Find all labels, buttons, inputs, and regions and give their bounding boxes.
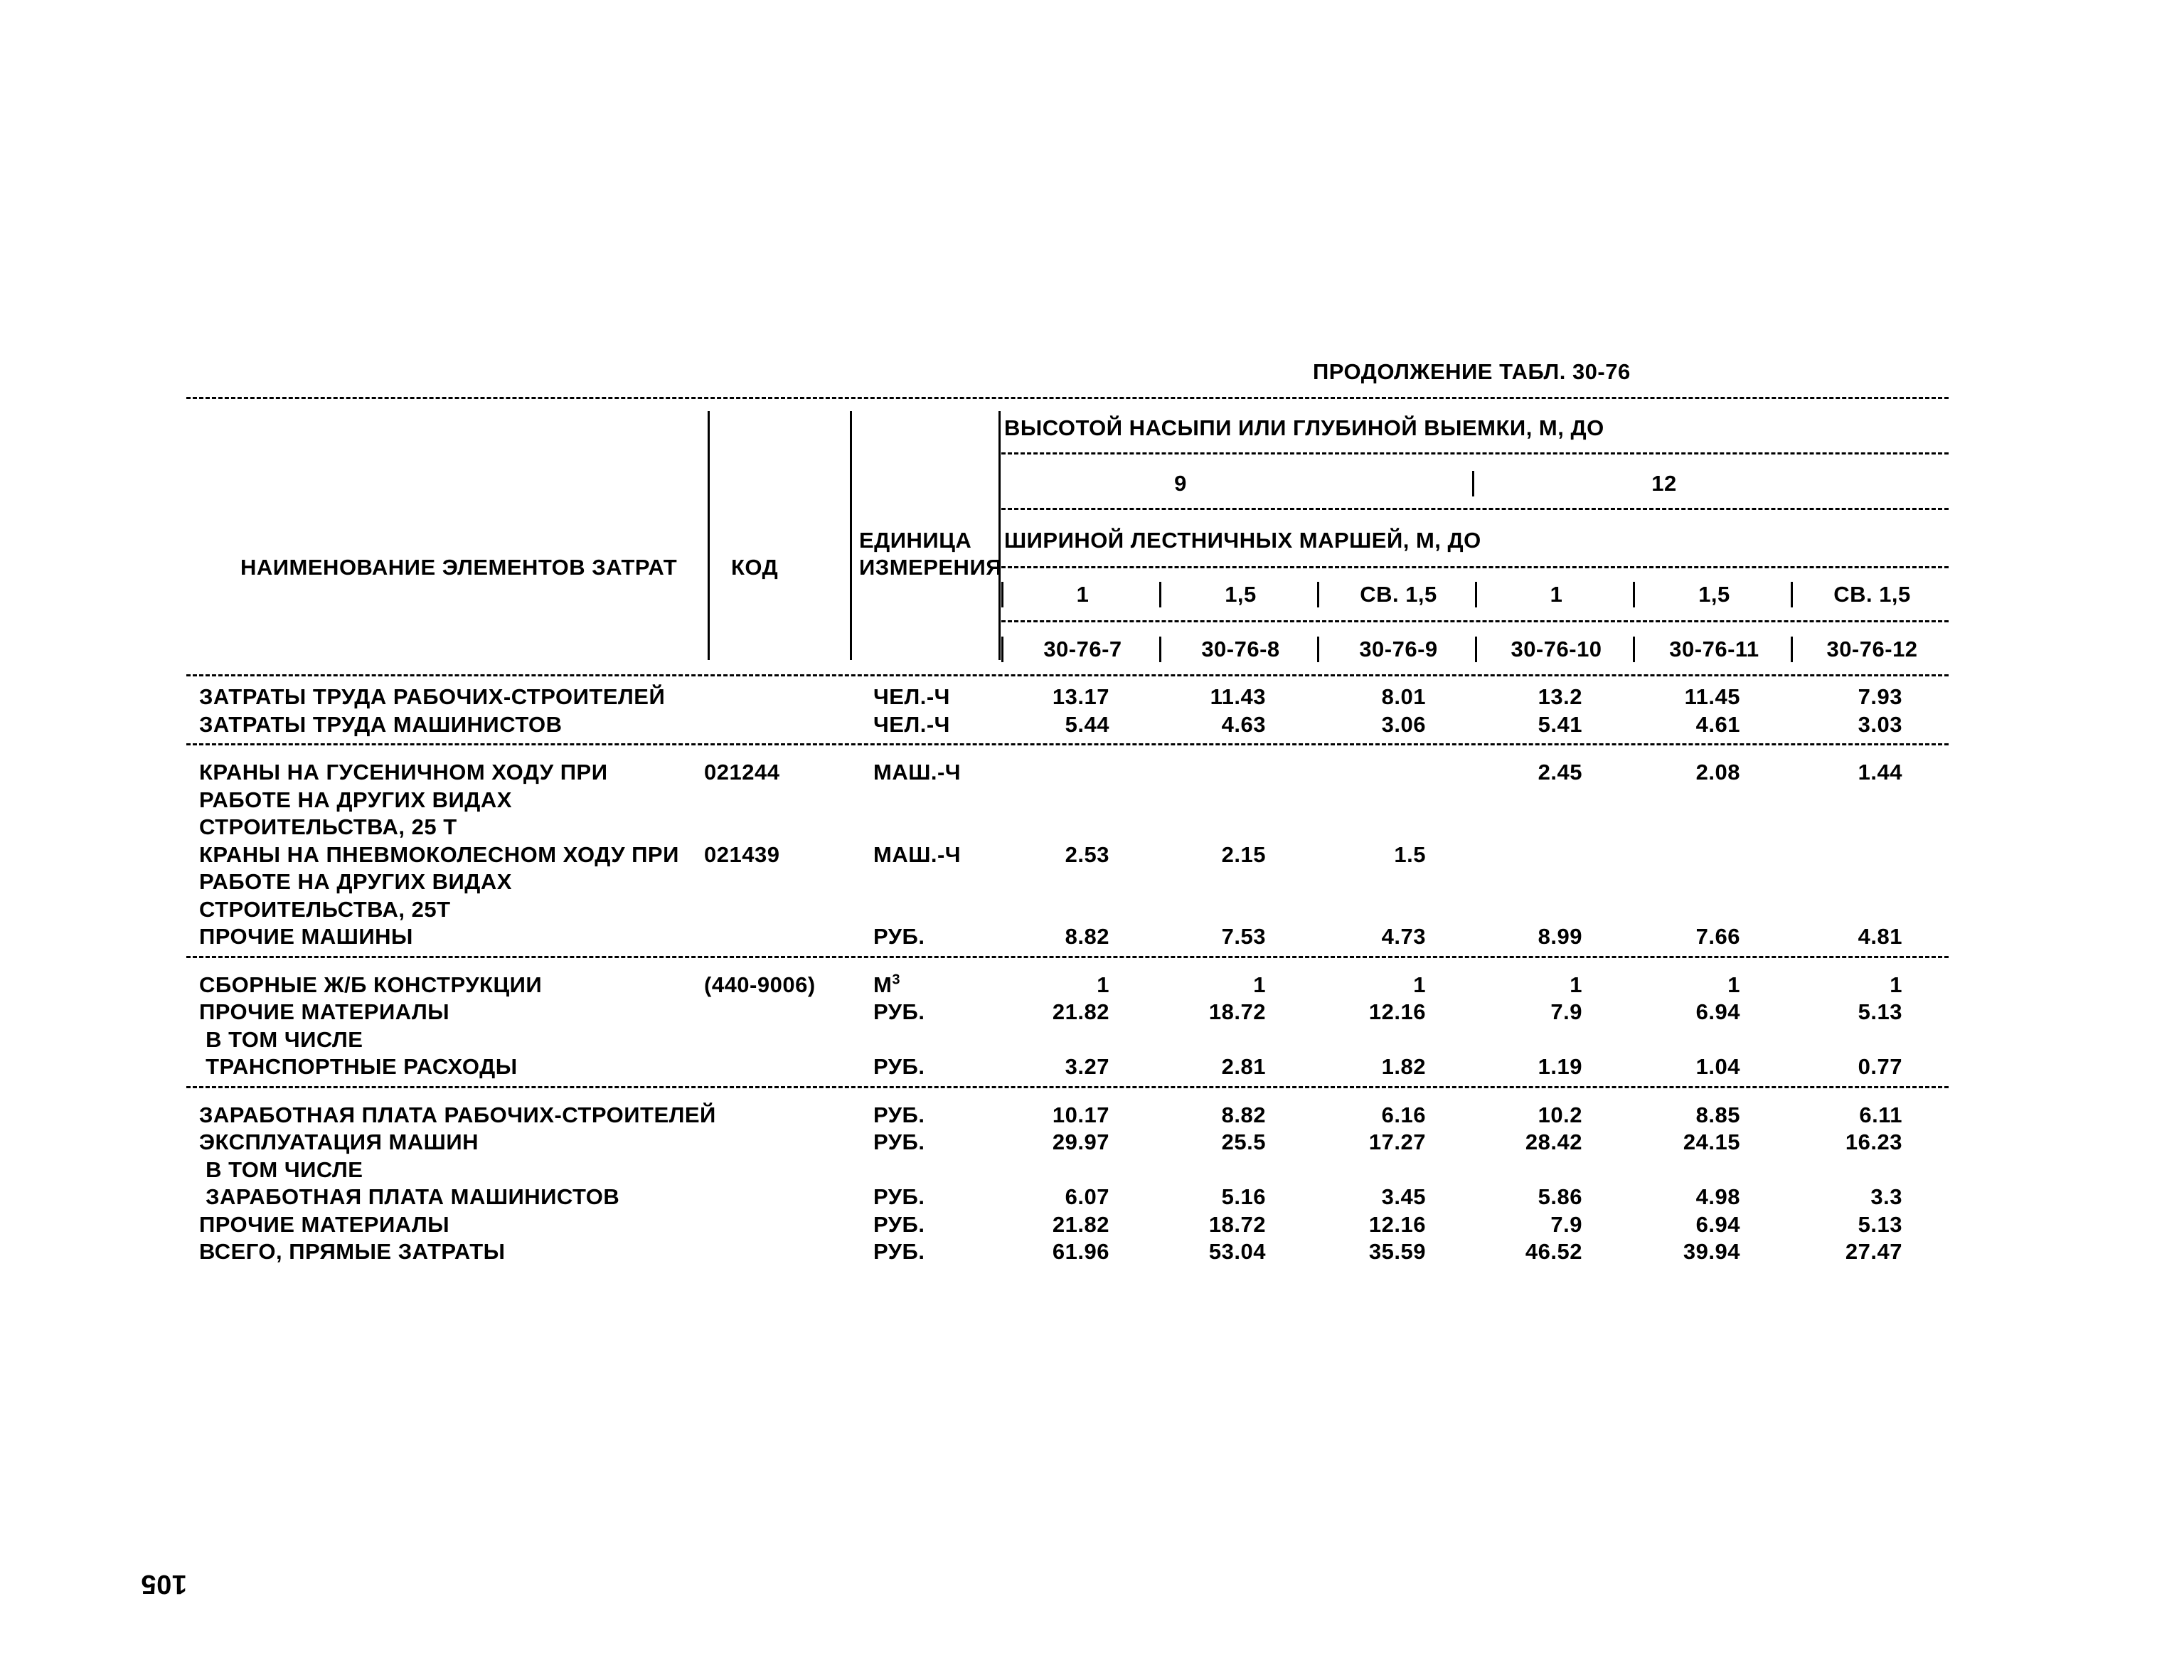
- width-value: 1,5: [1698, 582, 1730, 607]
- header-code-row: [0, 637, 2184, 662]
- continuation-title: ПРОДОЛЖЕНИЕ ТАБЛ. 30-76: [1313, 359, 1631, 384]
- cell-value: 1.82: [1381, 1054, 1426, 1079]
- width-column-separator: [1791, 582, 1793, 607]
- column-code: 30-76-9: [1359, 637, 1438, 661]
- cell-value: 1: [1097, 972, 1109, 997]
- row-unit: [873, 1212, 925, 1238]
- unit-text: МАШ.-Ч: [873, 760, 962, 785]
- row-unit: [873, 924, 925, 950]
- table-top-rule: [186, 397, 1949, 399]
- cell-value: 8.99: [1538, 924, 1582, 949]
- cell-value: 18.72: [1208, 999, 1266, 1024]
- row-name: В ТОМ ЧИСЛЕ: [199, 1157, 363, 1182]
- vertical-rule: [850, 411, 852, 660]
- table-row: [0, 1239, 2184, 1265]
- code-column-separator: [1791, 637, 1793, 662]
- cell-value: 13.17: [1052, 684, 1109, 709]
- row-name: ПРОЧИЕ МАТЕРИАЛЫ: [199, 1212, 450, 1237]
- row-unit: [873, 712, 950, 738]
- row-name: ЭКСПЛУАТАЦИЯ МАШИН: [199, 1129, 479, 1154]
- row-unit: [873, 1054, 925, 1080]
- row-name: ВСЕГО, ПРЯМЫЕ ЗАТРАТЫ: [199, 1239, 506, 1264]
- column-code: 30-76-7: [1043, 637, 1122, 661]
- cell-value: 3.06: [1381, 712, 1426, 737]
- cell-value: 0.77: [1858, 1054, 1902, 1079]
- row-unit: [873, 1184, 925, 1210]
- cell-value: 11.43: [1210, 684, 1266, 709]
- unit-text: МАШ.-Ч: [873, 842, 962, 867]
- cell-value: 12.16: [1368, 999, 1426, 1024]
- cell-value: 4.63: [1221, 712, 1266, 737]
- cell-value: 29.97: [1052, 1129, 1109, 1154]
- cell-value: 8.85: [1695, 1102, 1740, 1127]
- row-name: КРАНЫ НА ПНЕВМОКОЛЕСНОМ ХОДУ ПРИ: [199, 842, 679, 867]
- unit-text: РУБ.: [873, 1054, 925, 1079]
- cell-value: 4.81: [1858, 924, 1902, 949]
- section-divider: [186, 743, 1949, 745]
- cell-value: 8.82: [1221, 1102, 1266, 1127]
- cell-value: 2.53: [1065, 842, 1109, 867]
- header-rule: [1001, 452, 1949, 454]
- cell-value: 1: [1727, 972, 1740, 997]
- code-column-separator: [1317, 637, 1319, 662]
- unit-text: РУБ.: [873, 999, 925, 1024]
- unit-text: РУБ.: [873, 1129, 925, 1154]
- section-divider: [186, 1086, 1949, 1088]
- unit-text: ЧЕЛ.-Ч: [873, 712, 950, 737]
- row-unit: [873, 972, 900, 998]
- header-bottom-rule: [186, 674, 1949, 676]
- cell-value: 1.5: [1394, 842, 1426, 867]
- cell-value: 3.27: [1065, 1054, 1109, 1079]
- column-code: 30-76-10: [1511, 637, 1602, 661]
- table-row: [0, 760, 2184, 785]
- page-number: 105: [141, 1569, 187, 1599]
- cell-value: 27.47: [1845, 1239, 1902, 1264]
- cell-value: 39.94: [1683, 1239, 1740, 1264]
- cell-value: 6.94: [1695, 1212, 1740, 1237]
- cell-value: 6.07: [1065, 1184, 1109, 1209]
- width-value: 1: [1550, 582, 1563, 607]
- cell-value: 25.5: [1221, 1129, 1266, 1154]
- cell-value: 5.13: [1858, 1212, 1902, 1237]
- width-value: СВ. 1,5: [1833, 582, 1911, 607]
- unit-text: РУБ.: [873, 924, 925, 949]
- cell-value: 17.27: [1368, 1129, 1426, 1154]
- vertical-rule: [708, 411, 710, 660]
- column-code: 30-76-11: [1669, 637, 1759, 661]
- row-name: КРАНЫ НА ГУСЕНИЧНОМ ХОДУ ПРИ: [199, 760, 608, 785]
- header-height-title: ВЫСОТОЙ НАСЫПИ ИЛИ ГЛУБИНОЙ ВЫЕМКИ, М, ДО: [1004, 415, 1604, 440]
- row-name: ТРАНСПОРТНЫЕ РАСХОДЫ: [199, 1054, 518, 1079]
- width-value: 1: [1076, 582, 1090, 607]
- row-name: СТРОИТЕЛЬСТВА, 25 Т: [199, 814, 457, 839]
- width-value: СВ. 1,5: [1360, 582, 1437, 607]
- table-row: [0, 842, 2184, 868]
- unit-text: РУБ.: [873, 1212, 925, 1237]
- table-row: [0, 972, 2184, 998]
- cell-value: 5.13: [1858, 999, 1902, 1024]
- row-unit: [873, 684, 950, 710]
- unit-text: ЧЕЛ.-Ч: [873, 684, 950, 709]
- cell-value: 8.01: [1381, 684, 1426, 709]
- cell-value: 4.61: [1695, 712, 1740, 737]
- table-row: [0, 1212, 2184, 1238]
- cell-value: 16.23: [1845, 1129, 1902, 1154]
- width-column-separator: [1159, 582, 1161, 607]
- cell-value: 12.16: [1368, 1212, 1426, 1237]
- cell-value: 18.72: [1208, 1212, 1266, 1237]
- table-row: [0, 1102, 2184, 1128]
- cell-value: 6.16: [1381, 1102, 1426, 1127]
- table-row: [0, 897, 2184, 923]
- header-width-row: [0, 582, 2184, 607]
- cell-value: 4.73: [1381, 924, 1426, 949]
- cell-value: 4.98: [1695, 1184, 1740, 1209]
- table-row: [0, 1157, 2184, 1183]
- row-name: В ТОМ ЧИСЛЕ: [199, 1027, 363, 1052]
- cell-value: 46.52: [1525, 1239, 1582, 1264]
- column-code: 30-76-8: [1201, 637, 1280, 661]
- cell-value: 1: [1890, 972, 1902, 997]
- header-height-9: 9: [1174, 471, 1187, 496]
- table-row: [0, 869, 2184, 895]
- cell-value: 1.04: [1695, 1054, 1740, 1079]
- cell-value: 1: [1413, 972, 1426, 997]
- cell-value: 2.45: [1538, 760, 1582, 785]
- row-name: ПРОЧИЕ МАТЕРИАЛЫ: [199, 999, 450, 1024]
- row-unit: [873, 999, 925, 1025]
- row-unit: [873, 842, 961, 868]
- header-rule: [1001, 508, 1949, 510]
- cell-value: 2.08: [1695, 760, 1740, 785]
- width-column-separator: [1317, 582, 1319, 607]
- cell-value: 2.81: [1221, 1054, 1266, 1079]
- table-row: [0, 1184, 2184, 1210]
- cell-value: 5.16: [1221, 1184, 1266, 1209]
- table-row: [0, 1129, 2184, 1155]
- cell-value: 2.15: [1221, 842, 1266, 867]
- cell-value: 7.9: [1550, 1212, 1582, 1237]
- unit-text: М: [873, 972, 893, 997]
- cell-value: 5.41: [1538, 712, 1582, 737]
- cell-value: 3.3: [1870, 1184, 1902, 1209]
- cell-value: 7.53: [1221, 924, 1266, 949]
- row-name: ПРОЧИЕ МАШИНЫ: [199, 924, 413, 949]
- row-code: 021244: [704, 760, 780, 785]
- row-name: ЗАРАБОТНАЯ ПЛАТА РАБОЧИХ-СТРОИТЕЛЕЙ: [199, 1102, 716, 1127]
- cell-value: 1.44: [1858, 760, 1902, 785]
- row-name: СТРОИТЕЛЬСТВА, 25Т: [199, 897, 451, 922]
- header-unit-column-line2: ИЗМЕРЕНИЯ: [859, 555, 1003, 580]
- code-column-separator: [1159, 637, 1161, 662]
- width-value: 1,5: [1225, 582, 1257, 607]
- cell-value: 8.82: [1065, 924, 1109, 949]
- vertical-rule: [998, 411, 1001, 660]
- cell-value: 13.2: [1538, 684, 1582, 709]
- cell-value: 6.94: [1695, 999, 1740, 1024]
- header-unit-column-line1: ЕДИНИЦА: [859, 528, 972, 553]
- row-name: ЗАТРАТЫ ТРУДА РАБОЧИХ-СТРОИТЕЛЕЙ: [199, 684, 666, 709]
- code-column-separator: [1475, 637, 1477, 662]
- row-unit: [873, 1129, 925, 1155]
- column-code: 30-76-12: [1826, 637, 1918, 661]
- row-name: СБОРНЫЕ Ж/Б КОНСТРУКЦИИ: [199, 972, 543, 997]
- row-unit: [873, 1102, 925, 1128]
- table-row: [0, 712, 2184, 738]
- header-code-column: КОД: [731, 555, 779, 580]
- unit-text: РУБ.: [873, 1239, 925, 1264]
- cell-value: 10.17: [1052, 1102, 1109, 1127]
- cell-value: 1: [1253, 972, 1266, 997]
- table-row: [0, 814, 2184, 840]
- header-rule: [1001, 620, 1949, 622]
- cell-value: 11.45: [1684, 684, 1740, 709]
- header-group-separator: [1472, 471, 1474, 496]
- row-name: РАБОТЕ НА ДРУГИХ ВИДАХ: [199, 869, 512, 894]
- cell-value: 3.45: [1381, 1184, 1426, 1209]
- cell-value: 35.59: [1368, 1239, 1426, 1264]
- row-name: ЗАРАБОТНАЯ ПЛАТА МАШИНИСТОВ: [199, 1184, 620, 1209]
- cell-value: 53.04: [1208, 1239, 1266, 1264]
- cell-value: 7.93: [1858, 684, 1902, 709]
- cell-value: 5.44: [1065, 712, 1109, 737]
- code-column-separator: [1633, 637, 1635, 662]
- row-code: (440-9006): [704, 972, 816, 997]
- cell-value: 1.19: [1538, 1054, 1582, 1079]
- table-row: [0, 999, 2184, 1025]
- cell-value: 3.03: [1858, 712, 1902, 737]
- unit-text: РУБ.: [873, 1102, 925, 1127]
- width-column-separator: [1001, 582, 1003, 607]
- cell-value: 61.96: [1052, 1239, 1109, 1264]
- row-name: ЗАТРАТЫ ТРУДА МАШИНИСТОВ: [199, 712, 563, 737]
- table-row: [0, 924, 2184, 950]
- cell-value: 21.82: [1052, 999, 1109, 1024]
- header-rule: [1001, 566, 1949, 568]
- width-column-separator: [1633, 582, 1635, 607]
- cell-value: 24.15: [1683, 1129, 1740, 1154]
- section-divider: [186, 956, 1949, 958]
- header-name-column: НАИМЕНОВАНИЕ ЭЛЕМЕНТОВ ЗАТРАТ: [240, 555, 678, 580]
- cell-value: 28.42: [1525, 1129, 1582, 1154]
- table-row: [0, 1027, 2184, 1053]
- cell-value: 1: [1570, 972, 1582, 997]
- unit-text: РУБ.: [873, 1184, 925, 1209]
- code-column-separator: [1001, 637, 1003, 662]
- row-code: 021439: [704, 842, 780, 867]
- header-width-title: ШИРИНОЙ ЛЕСТНИЧНЫХ МАРШЕЙ, М, ДО: [1004, 528, 1481, 553]
- table-row: [0, 787, 2184, 813]
- cell-value: 7.9: [1550, 999, 1582, 1024]
- cell-value: 5.86: [1538, 1184, 1582, 1209]
- header-height-12: 12: [1651, 471, 1677, 496]
- unit-superscript: 3: [892, 972, 900, 988]
- cell-value: 6.11: [1859, 1102, 1902, 1127]
- cell-value: 21.82: [1052, 1212, 1109, 1237]
- table-row: [0, 684, 2184, 710]
- cell-value: 10.2: [1538, 1102, 1582, 1127]
- row-unit: [873, 760, 961, 785]
- cell-value: 7.66: [1695, 924, 1740, 949]
- row-name: РАБОТЕ НА ДРУГИХ ВИДАХ: [199, 787, 512, 812]
- row-unit: [873, 1239, 925, 1265]
- table-row: [0, 1054, 2184, 1080]
- width-column-separator: [1475, 582, 1477, 607]
